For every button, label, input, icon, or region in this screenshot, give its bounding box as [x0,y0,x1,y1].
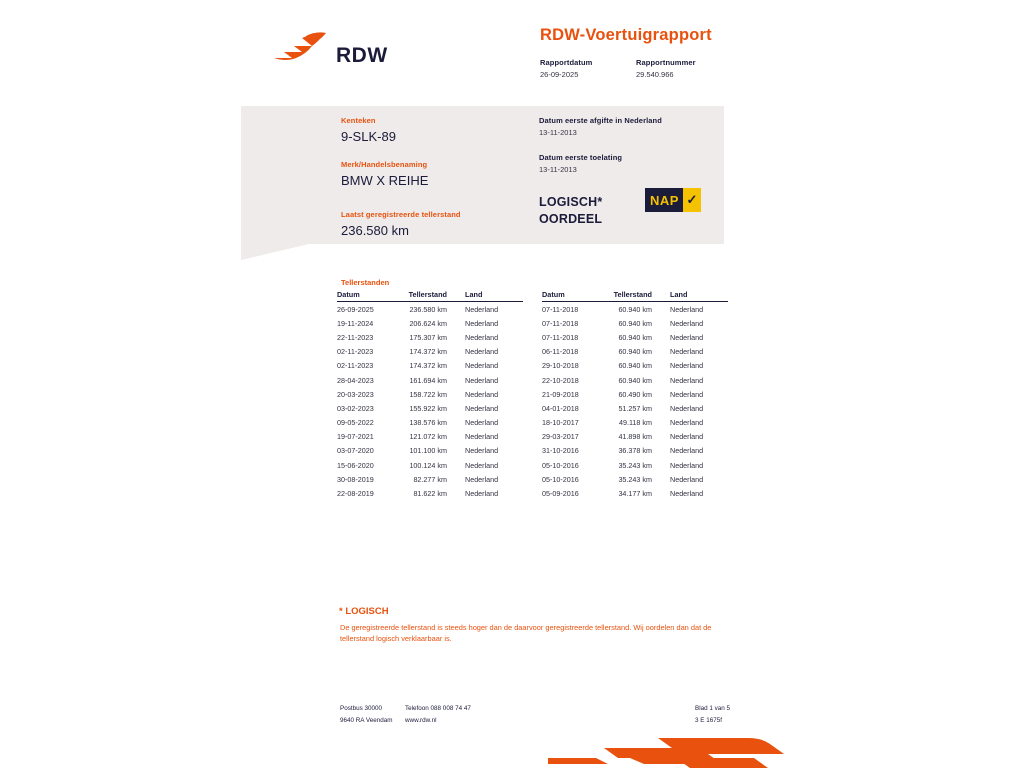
cell-tellerstand: 81.622 km [413,489,447,499]
cell-tellerstand: 174.372 km [409,347,447,357]
cell-datum: 20-03-2023 [337,389,374,399]
cell-land: Nederland [670,375,704,385]
cell-land: Nederland [670,460,704,470]
cell-land: Nederland [670,489,704,499]
merk-value: BMW X REIHE [341,173,429,188]
toelating-label: Datum eerste toelating [539,153,623,162]
footer-page-info [695,703,730,727]
table-row [542,401,728,415]
vehicle-summary-panel [241,106,724,244]
toelating-value: 13-11-2013 [539,165,577,174]
cell-datum: 02-11-2023 [337,347,374,357]
cell-tellerstand: 158.722 km [409,389,447,399]
cell-land: Nederland [465,347,499,357]
cell-land: Nederland [465,489,499,499]
cell-tellerstand: 35.243 km [618,474,652,484]
table-row [542,316,728,330]
cell-land: Nederland [465,418,499,428]
vehicle-summary-left [341,116,531,254]
cell-datum: 06-11-2018 [542,347,579,357]
cell-tellerstand: 35.243 km [618,460,652,470]
footer-website[interactable]: www.rdw.nl [405,716,437,724]
footer-phone: Telefoon 088 008 74 47 [405,705,471,712]
cell-tellerstand: 138.576 km [409,418,447,428]
cell-tellerstand: 175.307 km [409,332,447,342]
cell-land: Nederland [670,332,704,342]
kenteken-label: Kenteken [341,116,376,125]
cell-tellerstand: 60.940 km [618,361,652,371]
table-row [542,302,728,317]
cell-land: Nederland [670,389,704,399]
cell-tellerstand: 161.694 km [409,375,447,385]
vehicle-summary-right [539,116,719,190]
table-row [542,373,728,387]
cell-datum: 05-10-2016 [542,474,579,484]
cell-land: Nederland [670,418,704,428]
col-land: Land [465,290,523,302]
table-row [542,345,728,359]
table-row [337,345,523,359]
cell-tellerstand: 121.072 km [409,432,447,442]
cell-tellerstand: 36.378 km [618,446,652,456]
cell-datum: 22-11-2023 [337,332,374,342]
table-row [542,359,728,373]
cell-tellerstand: 34.177 km [618,489,652,499]
cell-tellerstand: 236.580 km [409,304,447,314]
cell-land: Nederland [670,318,704,328]
cell-land: Nederland [465,446,499,456]
cell-tellerstand: 51.257 km [618,403,652,413]
cell-land: Nederland [465,332,499,342]
verdict-line-2: OORDEEL [539,211,603,226]
field-toelating [539,153,719,174]
col-land: Land [670,290,728,302]
table-row [337,330,523,344]
col-datum: Datum [542,290,604,302]
cell-tellerstand: 100.124 km [409,460,447,470]
table-body-right [542,302,728,501]
cell-land: Nederland [670,361,704,371]
cell-land: Nederland [670,432,704,442]
cell-land: Nederland [465,432,499,442]
cell-tellerstand: 82.277 km [413,474,447,484]
cell-datum: 29-03-2017 [542,432,579,442]
table-row [337,316,523,330]
cell-datum: 19-11-2024 [337,318,374,328]
check-icon: ✓ [683,188,701,212]
table-row [337,302,523,317]
cell-datum: 05-10-2016 [542,460,579,470]
table-row [337,444,523,458]
footer-address-line2: 9640 RA Veendam [340,716,393,724]
table-row [337,401,523,415]
table-row [542,472,728,486]
table-row [542,330,728,344]
cell-datum: 07-11-2018 [542,304,579,314]
cell-land: Nederland [670,446,704,456]
cell-land: Nederland [670,347,704,357]
verdict-text [539,194,602,228]
table-row [337,430,523,444]
tellerstand-value: 236.580 km [341,223,409,238]
cell-datum: 09-05-2022 [337,418,374,428]
panel-notch [241,244,309,260]
table-row [337,387,523,401]
cell-tellerstand: 49.118 km [618,418,652,428]
cell-land: Nederland [465,375,499,385]
cell-tellerstand: 41.898 km [618,432,652,442]
table-header-row [542,290,728,302]
footnote-title: * LOGISCH [339,606,389,617]
kenteken-value: 9-SLK-89 [341,129,396,144]
table-body-left [337,302,523,501]
cell-land: Nederland [465,403,499,413]
footnote-body: De geregistreerde tellerstand is steeds hoger dan de daarvoor geregistreerde tellerstand. Wij oordelen dan dat de tellerstand logisch verklaarbaar is. [340,623,712,644]
cell-land: Nederland [670,474,704,484]
field-afgifte [539,116,719,137]
col-datum: Datum [337,290,399,302]
table-row [337,416,523,430]
afgifte-value: 13-11-2013 [539,128,577,137]
cell-datum: 02-11-2023 [337,361,374,371]
report-meta [540,58,708,79]
cell-datum: 22-08-2019 [337,489,374,499]
cell-tellerstand: 174.372 km [409,361,447,371]
cell-datum: 22-10-2018 [542,375,579,385]
table-row [337,472,523,486]
cell-tellerstand: 60.940 km [618,304,652,314]
cell-tellerstand: 60.940 km [618,332,652,342]
cell-datum: 31-10-2016 [542,446,579,456]
col-tellerstand: Tellerstand [604,290,670,302]
cell-land: Nederland [465,361,499,371]
cell-datum: 03-07-2020 [337,446,374,456]
field-kenteken [341,116,531,144]
nap-label: NAP [650,192,679,208]
cell-land: Nederland [465,474,499,484]
cell-tellerstand: 60.490 km [618,389,652,399]
report-number [636,58,708,79]
footer-address [340,703,393,727]
table-row [337,359,523,373]
cell-land: Nederland [465,460,499,470]
cell-datum: 26-09-2025 [337,304,374,314]
footer-contact [405,703,471,727]
cell-datum: 18-10-2017 [542,418,579,428]
field-merk [341,160,531,188]
rdw-logo [272,22,472,72]
field-tellerstand [341,210,531,238]
tellerstanden-table-left [337,290,523,501]
logo-wordmark: RDW [336,44,388,67]
tellerstanden-title: Tellerstanden [341,278,390,287]
cell-datum: 30-08-2019 [337,474,374,484]
cell-land: Nederland [670,403,704,413]
cell-land: Nederland [465,304,499,314]
report-number-value: 29.540.966 [636,70,674,79]
cell-datum: 07-11-2018 [542,318,579,328]
cell-land: Nederland [465,318,499,328]
cell-tellerstand: 206.624 km [409,318,447,328]
cell-tellerstand: 60.940 km [618,318,652,328]
report-date [540,58,612,79]
table-row [542,387,728,401]
table-row [542,444,728,458]
page-title: RDW-Voertuigrapport [540,26,712,44]
table-header-row [337,290,523,302]
cell-datum: 21-09-2018 [542,389,579,399]
rdw-logo-icon [272,30,330,64]
cell-datum: 29-10-2018 [542,361,579,371]
afgifte-label: Datum eerste afgifte in Nederland [539,116,662,125]
cell-datum: 07-11-2018 [542,332,579,342]
footer-form-code: 3 E 1675f [695,716,722,724]
footer-address-line1: Postbus 30000 [340,705,383,712]
cell-tellerstand: 60.940 km [618,375,652,385]
tellerstand-label: Laatst geregistreerde tellerstand [341,210,461,219]
cell-tellerstand: 155.922 km [409,403,447,413]
footer-page-number: Blad 1 van 5 [695,705,731,712]
cell-datum: 04-01-2018 [542,403,579,413]
cell-land: Nederland [670,304,704,314]
nap-badge [645,188,701,212]
table-row [542,430,728,444]
verdict-line-1: LOGISCH* [539,195,603,209]
cell-datum: 28-04-2023 [337,375,374,385]
report-date-label: Rapportdatum [540,58,593,67]
table-row [337,486,523,500]
col-tellerstand: Tellerstand [399,290,465,302]
cell-land: Nederland [465,389,499,399]
tellerstanden-table-right [542,290,728,501]
table-row [337,458,523,472]
cell-tellerstand: 101.100 km [409,446,447,456]
report-date-value: 26-09-2025 [540,70,579,79]
cell-tellerstand: 60.940 km [618,347,652,357]
table-row [542,486,728,500]
cell-datum: 05-09-2016 [542,489,579,499]
table-row [337,373,523,387]
cell-datum: 03-02-2023 [337,403,374,413]
table-row [542,458,728,472]
merk-label: Merk/Handelsbenaming [341,160,428,169]
rdw-bottom-graphic-icon [548,736,788,768]
cell-datum: 15-06-2020 [337,460,374,470]
table-row [542,416,728,430]
cell-datum: 19-07-2021 [337,432,374,442]
report-number-label: Rapportnummer [636,58,696,67]
